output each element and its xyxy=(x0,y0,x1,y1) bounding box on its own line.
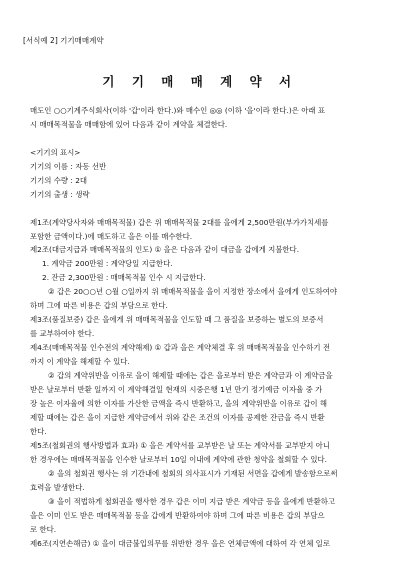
intro-line-2: 시 매매목적물을 매매함에 있어 다음과 같이 계약을 체결한다. xyxy=(30,120,228,129)
article-4-line-2: 까지 이 계약을 해제할 수 있다. xyxy=(30,357,130,366)
article-5-para-3-line-1: ③ 을이 적법하게 철회권을 행사한 경우 갑은 이미 지급 받은 계약금 등을 을에게 반환하고 xyxy=(48,497,336,506)
article-3-line-2: 를 교부하여야 한다. xyxy=(30,329,95,338)
article-3-line-1: 제3조(품질보증) 갑은 을에게 위 매매목적물을 인도할 때 그 품질을 보증하는 별도의 보증서 xyxy=(30,315,324,324)
article-2-line-1: 제2조(대금지급과 매매목적물의 인도) ① 을은 다음과 같이 대금을 갑에게 지불한다. xyxy=(30,245,300,254)
form-label: [서식예 2] 기기매매계약 xyxy=(23,36,104,45)
article-4-para-2-line-1: ② 갑의 계약위반을 이유로 을이 해제할 때에는 갑은 을로부터 받은 계약금과 이 계약금을 xyxy=(48,371,333,380)
article-5-para-3-line-3: 로 한다. xyxy=(30,525,57,534)
article-2-para-2-line-1: ② 갑은 20○○년 ○월 ○일까지 위 매매목적물을 을이 지정한 장소에서 을에게 인도하여야 xyxy=(48,287,337,296)
article-4-para-2-line-3: 장 높은 이자율에 의한 이자를 가산한 금액을 즉시 반환하고, 을의 계약위반을 이유로 갑이 해 xyxy=(30,399,328,408)
article-2-item-2: 2. 잔금 2,300만원 : 매매목적물 인수 시 지급한다. xyxy=(42,273,206,282)
article-5-para-2-line-2: 효력을 발생한다. xyxy=(30,483,85,492)
article-5-para-2-line-1: ② 을의 철회권 행사는 위 기간내에 철회의 의사표시가 기재된 서면을 갑에게 발송함으로써 xyxy=(48,469,338,478)
article-4-line-1: 제4조(매매목적물 인수전의 계약해제) ① 갑과 을은 계약체결 후 위 매매목적물을 인수하기 전 xyxy=(30,343,330,352)
article-1-line-1: 제1조(계약당사자와 매매목적물) 갑은 위 매매목적물 2대를 을에게 2,500만원(부가가치세를 xyxy=(30,218,329,227)
article-2-para-2-line-2: 하며 그에 따른 비용은 갑의 부담으로 한다. xyxy=(30,301,168,310)
article-2-item-1: 1. 계약금 200만원 : 계약당일 지급한다. xyxy=(42,259,173,268)
item-spec-heading: <기기의 표시> xyxy=(30,148,81,157)
article-5-para-3-line-2: 을은 이미 인도 받은 매매목적물 등을 갑에게 반환하여야 하며 그에 따른 비용은 갑의 부담으 xyxy=(30,511,325,520)
item-quantity: 기기의 수량 : 2대 xyxy=(30,176,88,185)
document-title: 기 기 매 매 계 약 서 xyxy=(102,74,298,89)
article-4-para-2-line-2: 받은 날로부터 반환 일까지 이 계약해결일 현재의 시중은행 1년 만기 정기예금 이자율 중 가 xyxy=(30,385,323,394)
item-name: 기기의 이름 : 자동 선반 xyxy=(30,162,107,171)
article-4-para-2-line-4: 제할 때에는 갑은 을이 지급한 계약금에서 위와 같은 조건의 이자를 공제한 잔금을 즉시 반환 xyxy=(30,413,325,422)
article-1-line-2: 포함한 금액이다.)에 매도하고 을은 이를 매수한다. xyxy=(30,232,193,241)
item-origin: 기기의 출생 : 생략 xyxy=(30,190,90,199)
article-5-line-1: 제5조(철회권의 행사방법과 효과) ① 을은 계약서를 교부받은 날 또는 계약서를 교부받지 아니 xyxy=(30,441,330,450)
article-5-line-2: 한 경우에는 매매목적물을 인수한 날로부터 10일 이내에 계약에 관한 청약을 철회할 수 있다. xyxy=(30,455,327,464)
article-6-line-1: 제6조(지연손해금) ① 을이 대금불입의무를 위반한 경우 을은 연체금액에 대하여 각 연체 일로 xyxy=(30,539,330,548)
article-4-para-2-line-5: 한다. xyxy=(30,427,47,436)
intro-line-1: 매도인 ○○기계주식회사(이하 '갑'이라 한다.)와 매수인 ◎◎ (이하 '을'이라 한다.)은 아래 표 xyxy=(30,106,325,115)
